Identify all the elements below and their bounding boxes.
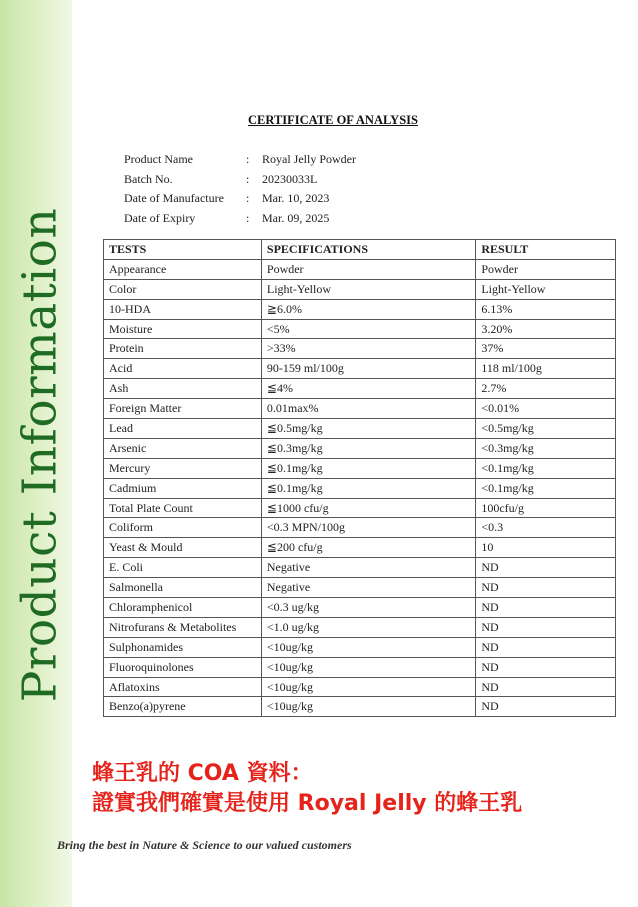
chinese-note-line-1: 蜂王乳的 COA 資料： <box>92 761 313 786</box>
cell-test: Aflatoxins <box>104 677 262 697</box>
cell-specification: ≧6.0% <box>261 299 475 319</box>
cell-specification: ≦1000 cfu/g <box>261 498 475 518</box>
cell-test: Acid <box>104 359 262 379</box>
info-colon: : <box>246 210 250 225</box>
info-colon: : <box>246 152 250 166</box>
info-row-manufacture-date <box>124 191 356 211</box>
cell-specification: ≦0.5mg/kg <box>261 419 475 439</box>
table-row <box>104 598 616 618</box>
cell-specification: <5% <box>261 319 475 339</box>
column-header-result: RESULT <box>476 240 616 260</box>
cell-specification: Powder <box>261 259 475 279</box>
cell-result: <0.1mg/kg <box>476 478 616 498</box>
cell-result: <0.01% <box>476 399 616 419</box>
table-row <box>104 657 616 677</box>
cell-result: ND <box>476 558 616 578</box>
cell-result: <0.5mg/kg <box>476 419 616 439</box>
cell-test: Arsenic <box>104 438 262 458</box>
certificate-title: CERTIFICATE OF ANALYSIS <box>248 113 418 127</box>
cell-test: Nitrofurans & Metabolites <box>104 617 262 637</box>
table-row <box>104 259 616 279</box>
cell-result: 10 <box>476 538 616 558</box>
cell-result: ND <box>476 617 616 637</box>
info-label: Product Name <box>124 152 193 166</box>
info-label: Batch No. <box>124 171 173 186</box>
info-row-expiry-date <box>124 211 356 231</box>
table-row <box>104 458 616 478</box>
table-row <box>104 399 616 419</box>
cell-result: 6.13% <box>476 299 616 319</box>
cell-specification: Negative <box>261 578 475 598</box>
cell-specification: >33% <box>261 339 475 359</box>
cell-result: ND <box>476 637 616 657</box>
cell-specification: <10ug/kg <box>261 677 475 697</box>
info-value: Mar. 10, 2023 <box>262 191 330 205</box>
cell-test: Mercury <box>104 458 262 478</box>
cell-result: ND <box>476 697 616 717</box>
cell-test: Protein <box>104 339 262 359</box>
cell-specification: <10ug/kg <box>261 657 475 677</box>
cell-result: ND <box>476 657 616 677</box>
product-info <box>124 152 356 230</box>
cell-test: Yeast & Mould <box>104 538 262 558</box>
chinese-note <box>92 759 522 819</box>
info-colon: : <box>246 191 250 205</box>
table-row <box>104 478 616 498</box>
cell-test: Benzo(a)pyrene <box>104 697 262 717</box>
table-row <box>104 299 616 319</box>
cell-test: Moisture <box>104 319 262 339</box>
cell-specification: <1.0 ug/kg <box>261 617 475 637</box>
info-value: Mar. 09, 2025 <box>262 210 330 225</box>
cell-specification: <10ug/kg <box>261 697 475 717</box>
cell-test: Coliform <box>104 518 262 538</box>
info-value: Royal Jelly Powder <box>262 152 356 166</box>
table-row <box>104 498 616 518</box>
cell-test: Ash <box>104 379 262 399</box>
table-row <box>104 379 616 399</box>
sidebar-title: Product Information <box>12 207 68 703</box>
cell-specification: ≦0.1mg/kg <box>261 478 475 498</box>
table-row <box>104 419 616 439</box>
cell-specification: ≦4% <box>261 379 475 399</box>
cell-specification: 0.01max% <box>261 399 475 419</box>
cell-result: 2.7% <box>476 379 616 399</box>
cell-test: Lead <box>104 419 262 439</box>
column-header-tests: TESTS <box>104 240 262 260</box>
cell-test: Sulphonamides <box>104 637 262 657</box>
column-header-specifications: SPECIFICATIONS <box>261 240 475 260</box>
cell-result: <0.3 <box>476 518 616 538</box>
cell-specification: ≦0.3mg/kg <box>261 438 475 458</box>
table-row <box>104 518 616 538</box>
chinese-note-line-2: 證實我們確實是使用 Royal Jelly 的蜂王乳 <box>92 791 523 816</box>
cell-specification: ≦0.1mg/kg <box>261 458 475 478</box>
cell-result: ND <box>476 598 616 618</box>
cell-test: Total Plate Count <box>104 498 262 518</box>
cell-specification: <0.3 MPN/100g <box>261 518 475 538</box>
sidebar-band <box>0 0 72 907</box>
table-body <box>104 259 616 716</box>
cell-specification: ≦200 cfu/g <box>261 538 475 558</box>
table-row <box>104 637 616 657</box>
cell-test: Foreign Matter <box>104 399 262 419</box>
table-row <box>104 279 616 299</box>
info-colon: : <box>246 171 250 186</box>
analysis-table <box>103 239 616 717</box>
cell-test: Appearance <box>104 259 262 279</box>
info-row-product-name <box>124 152 356 172</box>
info-value: 20230033L <box>262 171 318 186</box>
table-row <box>104 359 616 379</box>
table-header-row <box>104 240 616 260</box>
cell-result: ND <box>476 578 616 598</box>
cell-result: 118 ml/100g <box>476 359 616 379</box>
cell-result: <0.3mg/kg <box>476 438 616 458</box>
table-row <box>104 697 616 717</box>
cell-result: Powder <box>476 259 616 279</box>
cell-test: Salmonella <box>104 578 262 598</box>
table-row <box>104 319 616 339</box>
cell-test: Cadmium <box>104 478 262 498</box>
cell-specification: 90-159 ml/100g <box>261 359 475 379</box>
table-row <box>104 578 616 598</box>
table-row <box>104 677 616 697</box>
table-row <box>104 617 616 637</box>
cell-result: Light-Yellow <box>476 279 616 299</box>
table-row <box>104 538 616 558</box>
table-row <box>104 558 616 578</box>
table-row <box>104 339 616 359</box>
cell-test: Color <box>104 279 262 299</box>
cell-test: Fluoroquinolones <box>104 657 262 677</box>
cell-test: E. Coli <box>104 558 262 578</box>
tagline: Bring the best in Nature & Science to our valued customers <box>57 838 352 852</box>
info-row-batch-no <box>124 172 356 192</box>
cell-result: ND <box>476 677 616 697</box>
cell-test: Chloramphenicol <box>104 598 262 618</box>
table-row <box>104 438 616 458</box>
cell-result: 37% <box>476 339 616 359</box>
info-label: Date of Expiry <box>124 210 196 225</box>
info-label: Date of Manufacture <box>124 191 224 205</box>
cell-result: 100cfu/g <box>476 498 616 518</box>
cell-test: 10-HDA <box>104 299 262 319</box>
cell-specification: <0.3 ug/kg <box>261 598 475 618</box>
cell-result: 3.20% <box>476 319 616 339</box>
cell-specification: <10ug/kg <box>261 637 475 657</box>
cell-result: <0.1mg/kg <box>476 458 616 478</box>
cell-specification: Light-Yellow <box>261 279 475 299</box>
cell-specification: Negative <box>261 558 475 578</box>
